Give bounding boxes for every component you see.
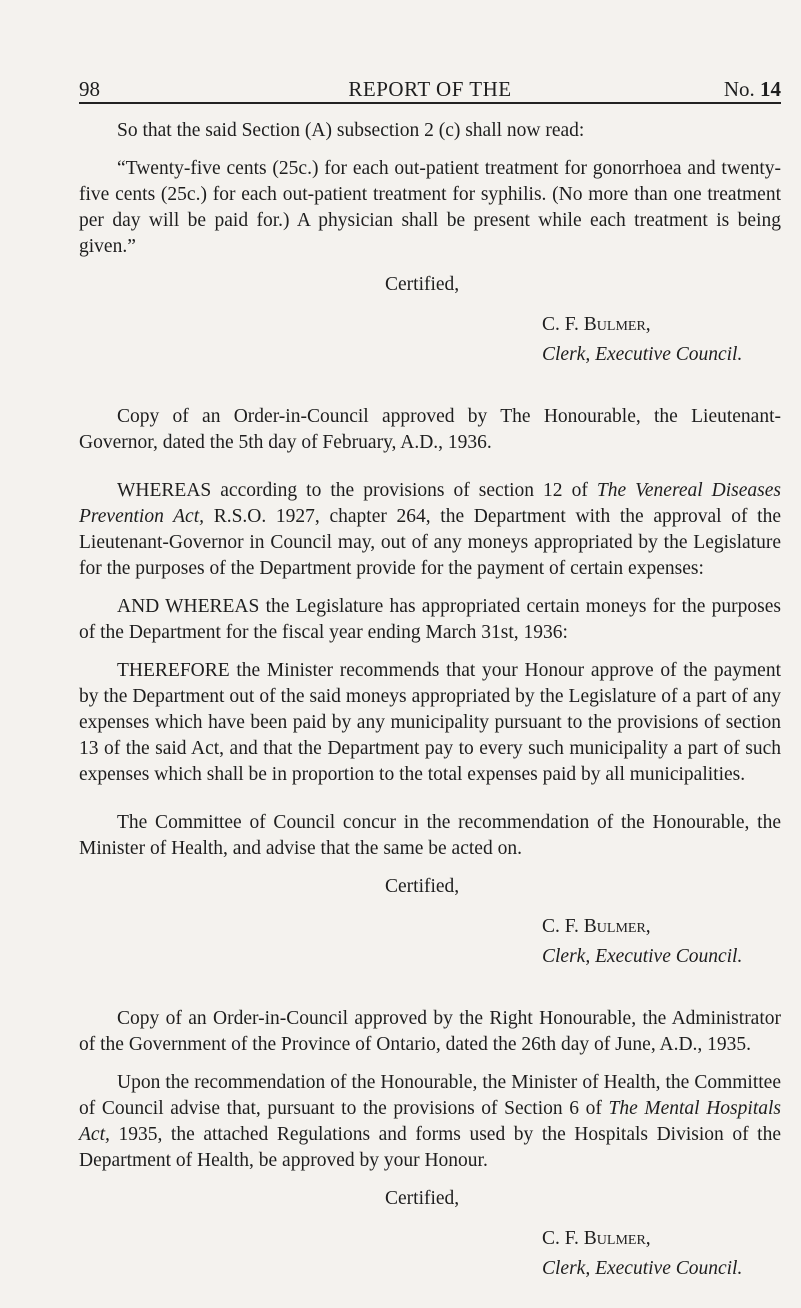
issue-number-label: No. bbox=[723, 77, 755, 101]
and-whereas-paragraph: AND WHEREAS the Legislature has appropriated certain moneys for the purposes of the Department for the fiscal year ending March 31st, 1936: bbox=[79, 596, 781, 643]
page-header bbox=[79, 76, 781, 104]
signer-role: Clerk, Executive Council. bbox=[542, 946, 743, 967]
act-title: The Venereal Diseases Prevention Act, bbox=[79, 480, 781, 527]
certified-label: Certified, bbox=[385, 274, 460, 295]
order-copy-note: Copy of an Order-in-Council approved by the Right Honourable, the Administrator of the Government of the Province of Ontario, dated the 26th day of June, A.D., 1935. bbox=[79, 1008, 781, 1055]
committee-paragraph: The Committee of Council concur in the recommendation of the Honourable, the Minister of Health, and advise that the same be acted on. bbox=[79, 812, 781, 859]
order-copy-note: Copy of an Order-in-Council approved by The Honourable, the Lieutenant-Governor, dated the 5th day of February, A.D., 1936. bbox=[79, 406, 781, 453]
upon-recommendation-paragraph: Upon the recommendation of the Honourable, the Minister of Health, the Committee of Council advise that, pursuant to the provisions of Section 6 of The Mental Hospitals Act, 1935, the attached Regulations and forms used by the Hospitals Division of the Department of Health, be approved by your Honour. bbox=[79, 1072, 781, 1171]
page-number: 98 bbox=[79, 77, 100, 101]
document-body bbox=[79, 118, 781, 1284]
signature-block bbox=[542, 310, 781, 370]
signature-block bbox=[542, 1224, 781, 1284]
signer-name: C. F. Bulmer, bbox=[542, 1228, 651, 1249]
certified-label: Certified, bbox=[385, 876, 460, 897]
signature-block bbox=[542, 912, 781, 972]
issue-number bbox=[724, 76, 781, 102]
quoted-provision: “Twenty-five cents (25c.) for each out-patient treatment for gonorrhoea and twenty-five cents (25c.) for each out-patient treatment for syphilis. (No more than one treatment per day will be paid for.) A physician shall be present while each treatment is being given.” bbox=[79, 158, 781, 257]
act-title: The Mental Hospitals Act, bbox=[79, 1098, 781, 1145]
signer-role: Clerk, Executive Council. bbox=[542, 1258, 743, 1279]
running-title: REPORT OF THE bbox=[348, 77, 512, 101]
signer-role: Clerk, Executive Council. bbox=[542, 344, 743, 365]
certified-label: Certified, bbox=[385, 1188, 460, 1209]
whereas-paragraph: WHEREAS according to the provisions of section 12 of The Venereal Diseases Prevention Act, R.S.O. 1927, chapter 264, the Department with the approval of the Lieutenant-Governor in Council may, out of any moneys appropriated by the Legislature for the purposes of the Department provide for the payment of certain expenses: bbox=[79, 480, 781, 579]
issue-number-value: 14 bbox=[760, 77, 781, 101]
signer-name: C. F. Bulmer, bbox=[542, 314, 651, 335]
therefore-paragraph: THEREFORE the Minister recommends that your Honour approve of the payment by the Department out of the said moneys appropriated by the Legislature of a part of any expenses which have been paid by any municipality pursuant to the provisions of section 13 of the said Act, and that the Department pay to every such municipality a part of such expenses which shall be in proportion to the total expenses paid by all municipalities. bbox=[79, 660, 781, 785]
signer-name: C. F. Bulmer, bbox=[542, 916, 651, 937]
subsection-intro: So that the said Section (A) subsection 2 (c) shall now read: bbox=[117, 120, 585, 141]
